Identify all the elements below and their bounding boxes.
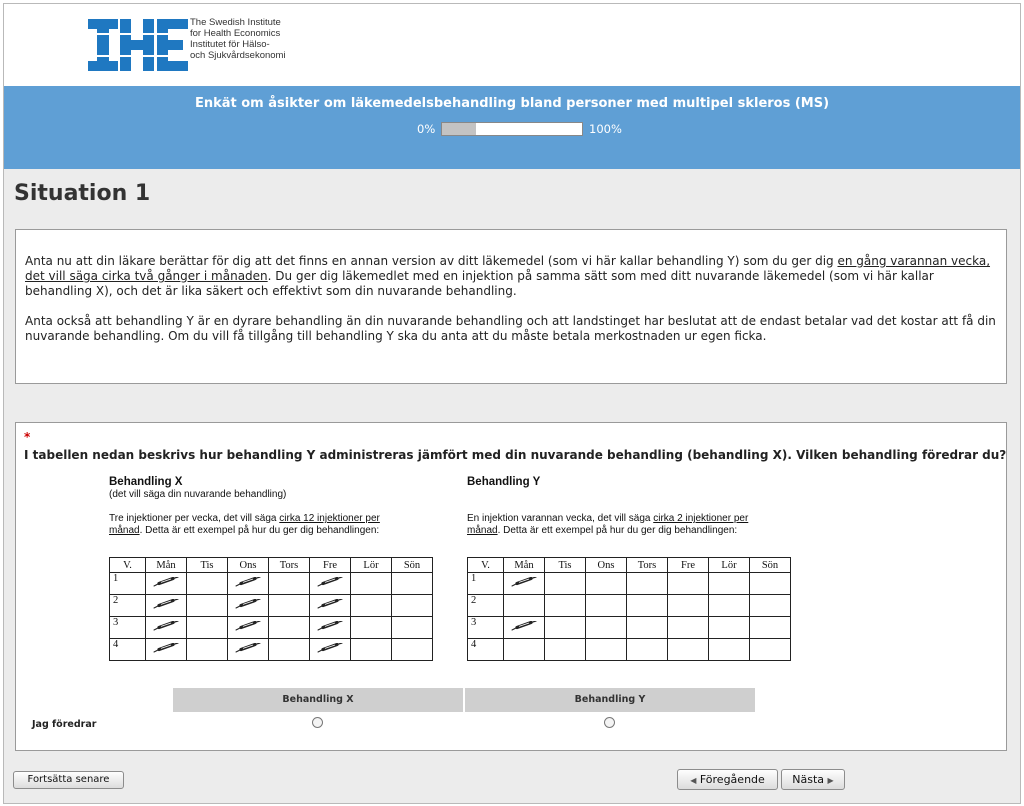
schedule-x-week-header: V. (110, 558, 146, 573)
schedule-y-week-row (468, 595, 791, 617)
schedule-x-week-row (110, 617, 433, 639)
schedule-x-day-cell (310, 617, 351, 639)
option-header-y: Behandling Y (465, 688, 755, 712)
question-text: I tabellen nedan beskrivs hur behandling Y administreras jämfört med din nuvarande behandling (behandling X). Vilken behandling föredrar du? (24, 448, 1007, 462)
schedule-y-week-row (468, 573, 791, 595)
schedule-y-week-row (468, 639, 791, 661)
schedule-y-day-cell (586, 639, 627, 661)
schedule-x-day-cell (228, 617, 269, 639)
scenario-description (15, 229, 1007, 384)
next-button[interactable] (781, 769, 845, 790)
schedule-x-day-cell (146, 573, 187, 595)
treatment-x-frequency (109, 513, 439, 537)
schedule-y-day-cell (668, 617, 709, 639)
schedule-x-header-row (110, 558, 433, 573)
schedule-y-day-header: Sön (750, 558, 791, 573)
survey-banner (4, 86, 1020, 169)
schedule-x-week-number: 4 (110, 639, 146, 661)
treatment-x-description (109, 476, 439, 537)
survey-page (3, 3, 1021, 804)
schedule-y-day-cell (586, 573, 627, 595)
schedule-x-day-cell (310, 639, 351, 661)
schedule-y-day-cell (504, 595, 545, 617)
schedule-y-day-cell (504, 617, 545, 639)
schedule-y-day-header: Lör (709, 558, 750, 573)
treatment-y-desc-underlined-2: månad (467, 525, 498, 536)
schedule-y-week-number: 1 (468, 573, 504, 595)
schedule-x-week-number: 3 (110, 617, 146, 639)
treatment-x-desc-underlined-2: månad (109, 525, 140, 536)
required-asterisk: * (24, 430, 31, 444)
progress-bar (441, 122, 583, 136)
syringe-icon (233, 599, 263, 612)
schedule-x-day-cell (146, 617, 187, 639)
schedule-x-day-cell (310, 595, 351, 617)
schedule-y-day-cell (545, 639, 586, 661)
logo-text (190, 17, 286, 61)
syringe-icon (151, 643, 181, 656)
schedule-x-week-row (110, 595, 433, 617)
treatment-x-schedule-table (109, 557, 433, 661)
scenario-text-a: Anta nu att din läkare berättar för dig att det finns en annan version av ditt läkemedel (som vi här kallar behandling Y) som du ger dig (25, 254, 838, 268)
schedule-y-day-cell (709, 617, 750, 639)
treatment-x-desc-underlined-1: cirka 12 injektioner per (279, 513, 380, 524)
option-header-x: Behandling X (173, 688, 463, 712)
schedule-x-day-cell (187, 639, 228, 661)
scenario-text-underlined: en gång varannan vecka, det vill säga cirka två gånger i månaden (25, 254, 991, 283)
schedule-y-day-header: Tis (545, 558, 586, 573)
schedule-y-day-cell (545, 617, 586, 639)
logo-line-4: och Sjukvårdsekonomi (190, 50, 286, 61)
schedule-y-day-header: Fre (668, 558, 709, 573)
logo-bar (4, 4, 1020, 86)
schedule-y-day-cell (668, 595, 709, 617)
schedule-x-day-cell (392, 595, 433, 617)
progress-bar-fill (442, 123, 476, 135)
syringe-icon (315, 621, 345, 634)
chevron-right-icon: ▶ (827, 776, 834, 785)
schedule-x-week-row (110, 639, 433, 661)
schedule-y-day-cell (627, 573, 668, 595)
treatment-x-subtitle: (det vill säga din nuvarande behandling) (109, 489, 287, 500)
schedule-x-day-cell (351, 573, 392, 595)
schedule-x-day-header: Tis (187, 558, 228, 573)
question-box (15, 422, 1007, 751)
progress-max-label: 100% (589, 122, 622, 136)
syringe-icon (315, 643, 345, 656)
schedule-y-week-number: 2 (468, 595, 504, 617)
syringe-icon (233, 621, 263, 634)
continue-later-button[interactable]: Fortsätta senare (13, 771, 124, 789)
logo-line-1: The Swedish Institute (190, 17, 281, 28)
schedule-x-day-header: Tors (269, 558, 310, 573)
schedule-x-day-cell (310, 573, 351, 595)
preference-row-label: Jag föredrar (32, 719, 97, 730)
schedule-y-header-row (468, 558, 791, 573)
schedule-y-week-row (468, 617, 791, 639)
schedule-x-day-header: Ons (228, 558, 269, 573)
schedule-y-week-header: V. (468, 558, 504, 573)
schedule-x-day-header: Lör (351, 558, 392, 573)
schedule-x-day-header: Sön (392, 558, 433, 573)
scenario-text-b: . Du ger dig läkemedlet med en injektion på samma sätt som med ditt nuvarande läkemedel (som vi här kallar behandling X), och det är lika säkert och effektivt som din nuvarande behandling. (25, 269, 934, 298)
schedule-x-day-cell (392, 639, 433, 661)
treatment-y-frequency (467, 513, 797, 537)
schedule-y-day-cell (750, 595, 791, 617)
schedule-x-day-cell (269, 595, 310, 617)
schedule-x-day-header: Fre (310, 558, 351, 573)
previous-button-label: Föregående (699, 773, 765, 786)
schedule-x-day-cell (269, 573, 310, 595)
previous-button[interactable] (677, 769, 778, 790)
schedule-x-day-cell (392, 573, 433, 595)
schedule-y-day-cell (709, 639, 750, 661)
chevron-left-icon: ◀ (690, 776, 697, 785)
schedule-x-day-cell (187, 595, 228, 617)
schedule-y-day-cell (627, 639, 668, 661)
schedule-x-day-cell (228, 573, 269, 595)
schedule-x-day-cell (351, 639, 392, 661)
scenario-paragraph-1 (25, 254, 1000, 299)
schedule-x-day-cell (187, 573, 228, 595)
schedule-y-day-cell (668, 639, 709, 661)
survey-title: Enkät om åsikter om läkemedelsbehandling bland personer med multipel skleros (MS) (194, 96, 830, 111)
schedule-x-week-number: 1 (110, 573, 146, 595)
schedule-y-day-cell (504, 639, 545, 661)
schedule-y-day-cell (668, 573, 709, 595)
schedule-y-day-header: Mån (504, 558, 545, 573)
syringe-icon (151, 599, 181, 612)
ihe-logo (88, 19, 188, 75)
progress-min-label: 0% (417, 122, 436, 136)
syringe-icon (315, 577, 345, 590)
treatment-x-desc-a: Tre injektioner per vecka, det vill säga (109, 513, 280, 524)
treatment-y-desc-a: En injektion varannan vecka, det vill säga (467, 513, 654, 524)
schedule-y-day-cell (750, 639, 791, 661)
syringe-icon (151, 577, 181, 590)
syringe-icon (151, 621, 181, 634)
schedule-y-day-cell (586, 617, 627, 639)
logo-line-3: Institutet för Hälso- (190, 39, 270, 50)
schedule-x-day-header: Mån (146, 558, 187, 573)
syringe-icon (509, 577, 539, 590)
treatment-x-desc-b: . Detta är ett exempel på hur du ger dig behandlingen: (139, 525, 380, 536)
syringe-icon (509, 621, 539, 634)
schedule-x-day-cell (269, 617, 310, 639)
page-title: Situation 1 (14, 181, 151, 206)
treatment-y-title: Behandling Y (467, 476, 541, 488)
schedule-x-day-cell (146, 595, 187, 617)
syringe-icon (233, 577, 263, 590)
radio-behandling-x[interactable] (312, 717, 323, 728)
syringe-icon (233, 643, 263, 656)
schedule-y-week-number: 3 (468, 617, 504, 639)
schedule-x-day-cell (187, 617, 228, 639)
progress-indicator (4, 121, 1020, 137)
logo-line-2: for Health Economics (190, 28, 281, 39)
schedule-y-day-header: Tors (627, 558, 668, 573)
schedule-x-week-row (110, 573, 433, 595)
schedule-x-week-number: 2 (110, 595, 146, 617)
schedule-x-day-cell (269, 639, 310, 661)
schedule-x-day-cell (228, 639, 269, 661)
next-button-label: Nästa (792, 773, 825, 786)
schedule-x-day-cell (351, 595, 392, 617)
schedule-y-day-cell (709, 595, 750, 617)
treatment-y-desc-b: . Detta är ett exempel på hur du ger dig behandlingen: (497, 525, 738, 536)
treatment-x-title: Behandling X (109, 476, 183, 488)
schedule-y-day-cell (627, 595, 668, 617)
schedule-y-day-cell (627, 617, 668, 639)
schedule-y-day-cell (709, 573, 750, 595)
schedule-y-day-cell (545, 595, 586, 617)
syringe-icon (315, 599, 345, 612)
schedule-x-day-cell (392, 617, 433, 639)
schedule-y-day-cell (504, 573, 545, 595)
schedule-y-day-cell (750, 573, 791, 595)
treatment-y-description (467, 476, 797, 537)
schedule-y-day-cell (586, 595, 627, 617)
scenario-paragraph-2: Anta också att behandling Y är en dyrare behandling än din nuvarande behandling och att landstinget har beslutat att de endast betalar vad det kostar att få din nuvarande behandling. Om du vill få tillgång till behandling Y ska du anta att du måste betala merkostnaden ur egen ficka. (25, 314, 996, 343)
radio-behandling-y[interactable] (604, 717, 615, 728)
schedule-y-day-cell (545, 573, 586, 595)
schedule-y-week-number: 4 (468, 639, 504, 661)
schedule-y-day-header: Ons (586, 558, 627, 573)
schedule-y-day-cell (750, 617, 791, 639)
treatment-y-subtitle (467, 489, 797, 501)
treatment-y-desc-underlined-1: cirka 2 injektioner per (653, 513, 749, 524)
schedule-x-day-cell (351, 617, 392, 639)
schedule-x-day-cell (228, 595, 269, 617)
schedule-x-day-cell (146, 639, 187, 661)
treatment-y-schedule-table (467, 557, 791, 661)
